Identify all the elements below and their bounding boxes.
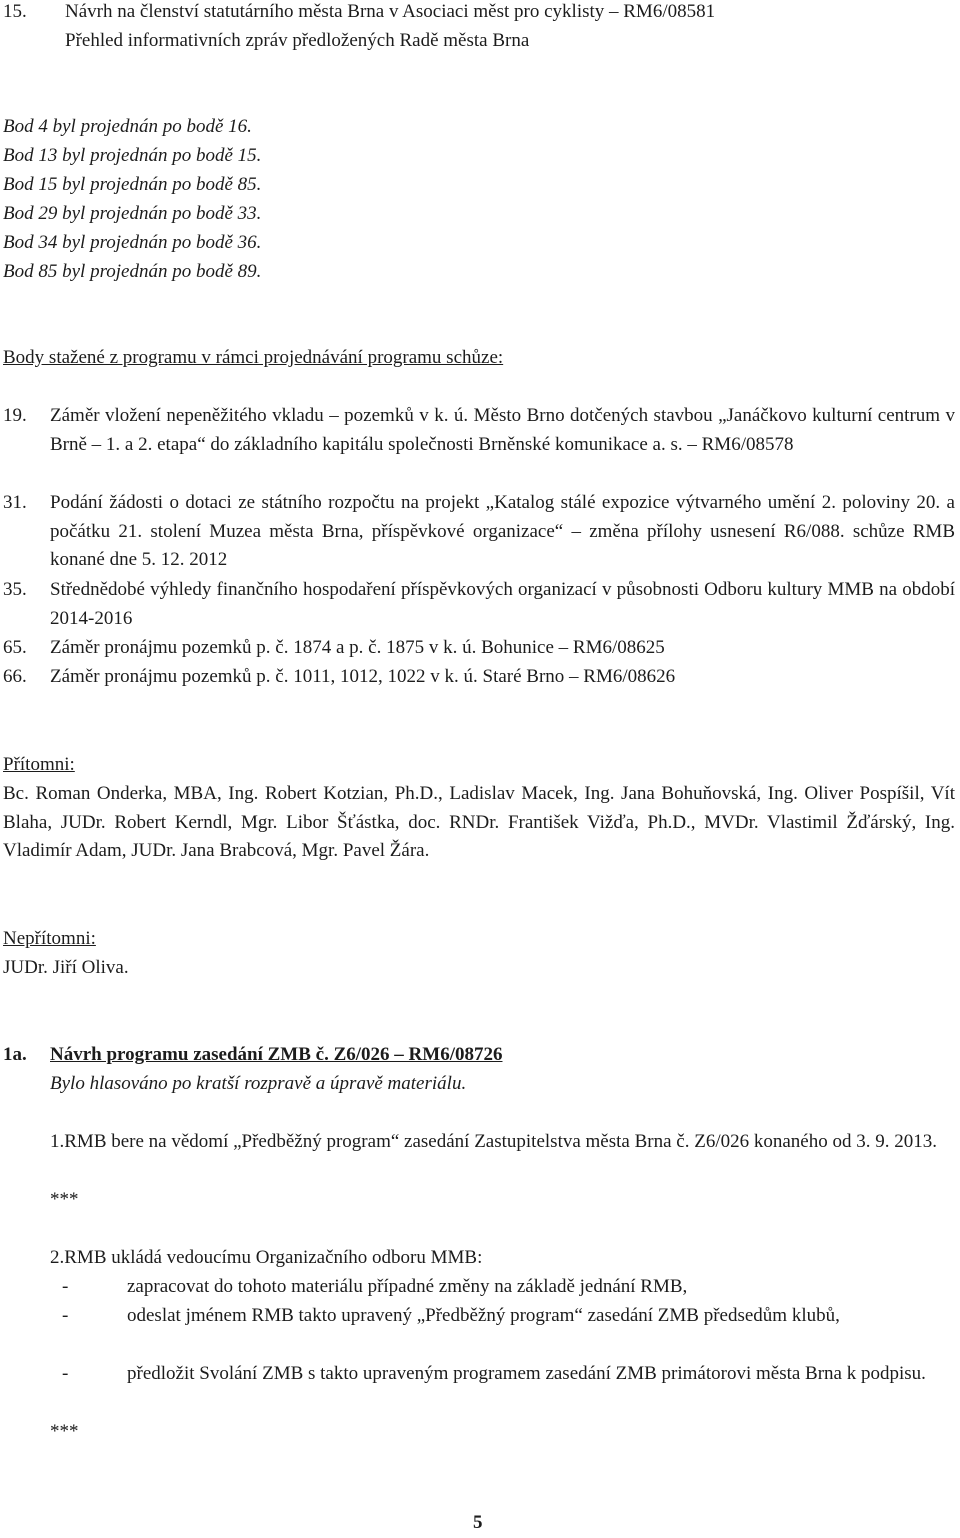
- separator-stars: ***: [50, 1189, 79, 1210]
- bullet-text: odeslat jménem RMB takto upravený „Předběžný program“ zasedání ZMB předsedům klubů,: [127, 1305, 840, 1326]
- absent-heading: Nepřítomni:: [3, 928, 96, 949]
- withdrawn-item: [3, 663, 955, 692]
- resolution-1: 1.RMB bere na vědomí „Předběžný program“ zasedání Zastupitelstva města Brna č. Z6/026 konaného od 3. 9. 2013.: [50, 1131, 937, 1152]
- separator-stars: ***: [50, 1421, 79, 1442]
- withdrawn-item-number: 66.: [3, 666, 27, 687]
- withdrawn-item: [3, 402, 955, 459]
- withdrawn-item-text: Záměr vložení nepeněžitého vkladu – pozemků v k. ú. Město Brno dotčených stavbou „Janáčkovo kulturní centrum v Brně – 1. a 2. etapa“ do základního kapitálu společnosti Brněnské komunikace a. s. – RM6/08578: [50, 405, 955, 455]
- absent-list: JUDr. Jiří Oliva.: [3, 957, 129, 978]
- item-vote-note: Bylo hlasováno po kratší rozpravě a úpravě materiálu.: [50, 1073, 467, 1094]
- withdrawn-item: [3, 576, 955, 633]
- bullet-text: předložit Svolání ZMB s takto upraveným programem zasedání ZMB primátorovi města Brna k podpisu.: [127, 1363, 926, 1384]
- item-title: Návrh programu zasedání ZMB č. Z6/026 – RM6/08726: [50, 1044, 503, 1065]
- withdrawn-item: [3, 489, 955, 575]
- page-number: 5: [473, 1512, 483, 1533]
- present-list: Bc. Roman Onderka, MBA, Ing. Robert Kotzian, Ph.D., Ladislav Macek, Ing. Jana Bohuňovská, Ing. Oliver Pospíšil, Vít Blaha, JUDr. Robert Kerndl, Mgr. Libor Šťástka, doc. RNDr. František Vižďa, Ph.D., MVDr. Vlastimil Žďárský, Ing. Vladimír Adam, JUDr. Jana Brabcová, Mgr. Pavel Žára.: [3, 783, 955, 861]
- withdrawn-item-number: 31.: [3, 492, 27, 513]
- withdrawn-item-number: 35.: [3, 579, 27, 600]
- header-title-line1: Návrh na členství statutárního města Brna v Asociaci měst pro cyklisty – RM6/08581: [65, 1, 716, 22]
- withdrawn-item-text: Záměr pronájmu pozemků p. č. 1874 a p. č. 1875 v k. ú. Bohunice – RM6/08625: [50, 637, 665, 658]
- bullet-item: [62, 1273, 955, 1302]
- order-change-line: Bod 4 byl projednán po bodě 16.: [3, 116, 252, 137]
- withdrawn-item: [3, 634, 955, 663]
- order-change-line: Bod 29 byl projednán po bodě 33.: [3, 203, 262, 224]
- bullet-item: [62, 1302, 955, 1331]
- order-change-line: Bod 85 byl projednán po bodě 89.: [3, 261, 262, 282]
- bullet-item: [62, 1360, 955, 1389]
- bullet-marker: -: [62, 1363, 69, 1384]
- bullet-marker: -: [62, 1276, 69, 1297]
- withdrawn-heading: Body stažené z programu v rámci projednávání programu schůze:: [3, 347, 504, 368]
- header-title-line2: Přehled informativních zpráv předložených Radě města Brna: [65, 30, 530, 51]
- present-heading: Přítomni:: [3, 754, 75, 775]
- bullet-text: zapracovat do tohoto materiálu případné změny na základě jednání RMB,: [127, 1276, 688, 1297]
- order-change-line: Bod 13 byl projednán po bodě 15.: [3, 145, 262, 166]
- header-number: 15.: [3, 1, 27, 22]
- withdrawn-item-text: Střednědobé výhledy finančního hospodaření příspěvkových organizací v působnosti Odboru kultury MMB na období 2014-2016: [50, 579, 955, 629]
- withdrawn-item-text: Podání žádosti o dotaci ze státního rozpočtu na projekt „Katalog stálé expozice výtvarného umění 2. poloviny 20. a počátku 21. stolení Muzea města Brna, příspěvkové organizace“ – změna přílohy usnesení R6/088. schůze RMB konané dne 5. 12. 2012: [50, 492, 955, 570]
- withdrawn-item-number: 65.: [3, 637, 27, 658]
- item-number: 1a.: [3, 1044, 27, 1065]
- bullet-marker: -: [62, 1305, 69, 1326]
- order-change-line: Bod 15 byl projednán po bodě 85.: [3, 174, 262, 195]
- resolution-2-intro: 2.RMB ukládá vedoucímu Organizačního odboru MMB:: [50, 1247, 483, 1268]
- withdrawn-item-number: 19.: [3, 405, 27, 426]
- order-change-line: Bod 34 byl projednán po bodě 36.: [3, 232, 262, 253]
- withdrawn-item-text: Záměr pronájmu pozemků p. č. 1011, 1012, 1022 v k. ú. Staré Brno – RM6/08626: [50, 666, 676, 687]
